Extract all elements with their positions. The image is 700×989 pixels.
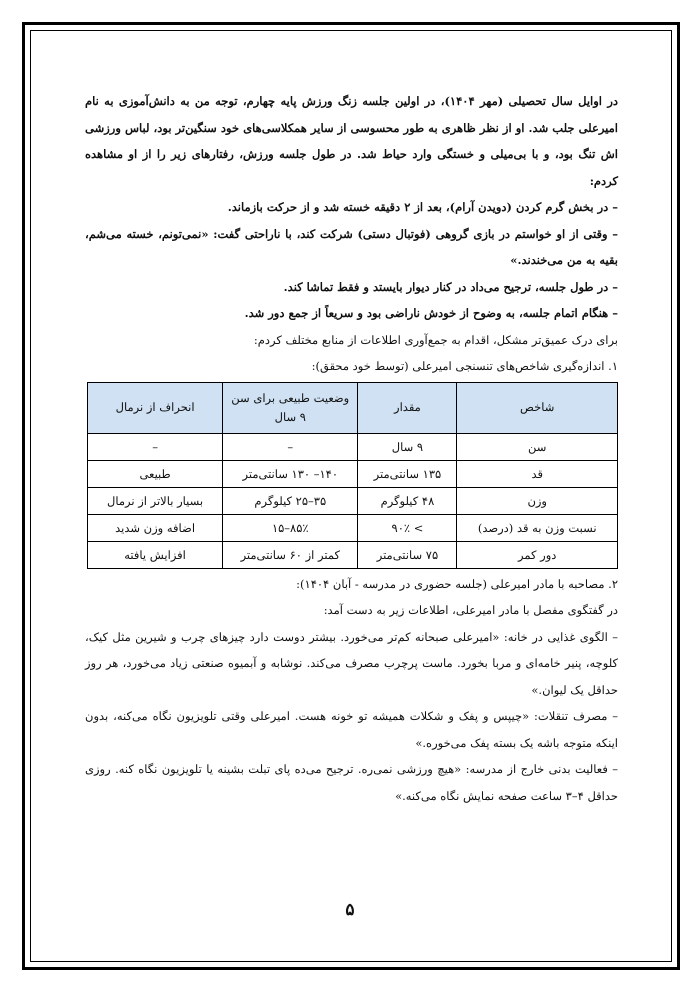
- header-value: مقدار: [358, 382, 457, 433]
- document-body: [85, 88, 618, 809]
- interview-diet: – الگوی غذایی در خانه: «امیرعلی صبحانه کم‌تر می‌خورد. بیشتر دوست دارد چیزهای چرب و شیرین مثل کیک، کلوچه، پنیر خامه‌ای و مربا بخورد. ماست پرچرب مصرف می‌کند. نوشابه و آبمیوه صنعتی زیاد می‌خورد، هر روز حداقل یک لیوان.»: [85, 629, 618, 697]
- cell-normal: ۳۵–۲۵ کیلوگرم: [223, 487, 358, 514]
- cell-index: دور کمر: [457, 541, 618, 568]
- cell-index: نسبت وزن به قد (درصد): [457, 514, 618, 541]
- cell-normal: ۸۵٪–۱۵: [223, 514, 358, 541]
- cell-deviation: افزایش یافته: [88, 541, 223, 568]
- cell-deviation: بسیار بالاتر از نرمال: [88, 487, 223, 514]
- table-header-row: [88, 382, 618, 433]
- cell-index: وزن: [457, 487, 618, 514]
- cell-value: ۴۸ کیلوگرم: [358, 487, 457, 514]
- cell-value: > ۹۰٪: [358, 514, 457, 541]
- observation-group-game: – وقتی از او خواستم در بازی گروهی (فوتبال دستی) شرکت کند، با ناراحتی گفت: «نمی‌تونم، خسته می‌شم، بقیه به من می‌خندند.»: [85, 226, 618, 267]
- cell-deviation: –: [88, 433, 223, 460]
- cell-normal: ۱۴۰– ۱۳۰ سانتی‌متر: [223, 460, 358, 487]
- cell-normal: –: [223, 433, 358, 460]
- table-row: [88, 487, 618, 514]
- anthropometric-table: [87, 382, 618, 569]
- header-deviation: انحراف از نرمال: [88, 382, 223, 433]
- table-row: [88, 460, 618, 487]
- interview-activity: – فعالیت بدنی خارج از مدرسه: «هیچ ورزشی نمی‌ره. ترجیح می‌ده پای تبلت بشینه یا تلویزیون نگاه کنه. روزی حداقل ۴–۳ ساعت صفحه نمایش نگاه می‌کنه.»: [85, 762, 618, 803]
- page-number: ۵: [345, 900, 355, 920]
- observation-wall: – در طول جلسه، ترجیح می‌داد در کنار دیوار بایستد و فقط تماشا کند.: [283, 279, 618, 294]
- cell-deviation: اضافه وزن شدید: [88, 514, 223, 541]
- table-row: [88, 541, 618, 568]
- cell-deviation: طبیعی: [88, 460, 223, 487]
- interview-intro: در گفتگوی مفصل با مادر امیرعلی، اطلاعات زیر به دست آمد:: [323, 603, 618, 617]
- cell-value: ۷۵ سانتی‌متر: [358, 541, 457, 568]
- intro-paragraph: در اوایل سال تحصیلی (مهر ۱۴۰۴)، در اولین جلسه زنگ ورزش پایه چهارم، توجه من به دانش‌آموزی به نام امیرعلی جلب شد. او از نظر ظاهری به طور محسوسی از سایر همکلاسی‌های خود سنگین‌تر بود، لباس ورزشی اش تنگ بود، و با بی‌میلی و خستگی وارد حیاط شد. در طول جلسه ورزش، رفتارهای زیر را از او مشاهده کردم:: [85, 94, 618, 188]
- cell-value: ۹ سال: [358, 433, 457, 460]
- section-1-heading: ۱. اندازه‌گیری شاخص‌های تنسنجی امیرعلی (توسط خود محقق):: [311, 359, 618, 373]
- header-index: شاخص: [457, 382, 618, 433]
- observation-end-session: – هنگام اتمام جلسه، به وضوح از خودش ناراضی بود و سریعاً از جمع دور شد.: [244, 306, 618, 320]
- section-2-heading: ۲. مصاحبه با مادر امیرعلی (جلسه حضوری در مدرسه - آبان ۱۴۰۴):: [296, 576, 618, 591]
- cell-index: سن: [457, 433, 618, 460]
- cell-normal: کمتر از ۶۰ سانتی‌متر: [223, 541, 358, 568]
- cell-index: قد: [457, 460, 618, 487]
- interview-snacks: – مصرف تنقلات: «چیپس و پفک و شکلات همیشه تو خونه هست. امیرعلی وقتی تلویزیون نگاه می‌کنه، بدون اینکه متوجه باشه یک بسته پفک می‌خوره.»: [85, 709, 618, 750]
- header-normal-range: وضعیت طبیعی برای سن ۹ سال: [223, 382, 358, 433]
- observation-warmup: – در بخش گرم کردن (دویدن آرام)، بعد از ۲ دقیقه خسته شد و از حرکت بازماند.: [227, 200, 618, 214]
- cell-value: ۱۳۵ سانتی‌متر: [358, 460, 457, 487]
- table-row: [88, 514, 618, 541]
- data-collection-intro: برای درک عمیق‌تر مشکل، اقدام به جمع‌آوری اطلاعات از منابع مختلف کردم:: [253, 332, 618, 347]
- table-row: [88, 433, 618, 460]
